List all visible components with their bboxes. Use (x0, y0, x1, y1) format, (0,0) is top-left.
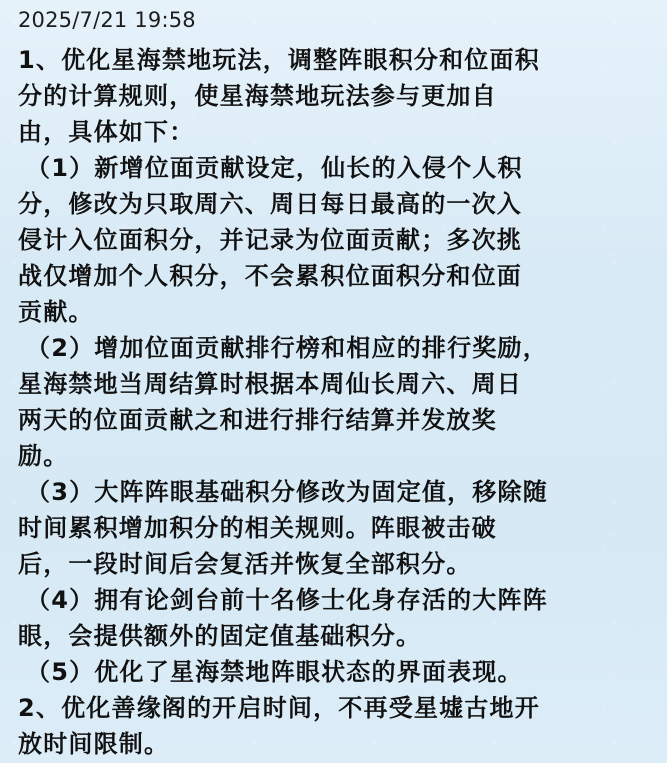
text-line: 侵计入位面积分，并记录为位面贡献；多次挑 (18, 226, 522, 254)
text-line: 由，具体如下： (18, 118, 195, 146)
announcement-body (18, 42, 650, 762)
text-line: 分的计算规则，使星海禁地玩法参与更加自 (18, 82, 497, 110)
timestamp: 2025/7/21 19:58 (18, 8, 196, 32)
text-line: （4）拥有论剑台前十名修士化身存活的大阵阵 (26, 586, 548, 614)
text-line: 后，一段时间后会复活并恢复全部积分。 (18, 550, 472, 578)
text-line: （1）新增位面贡献设定，仙长的入侵个人积 (26, 154, 523, 182)
text-line: 眼，会提供额外的固定值基础积分。 (18, 622, 422, 650)
text-line: （5）优化了星海禁地阵眼状态的界面表现。 (26, 658, 523, 686)
text-line: 两天的位面贡献之和进行排行结算并发放奖 (18, 406, 497, 434)
text-line: 2、优化善缘阁的开启时间，不再受星墟古地开 (18, 694, 540, 722)
text-line: 励。 (18, 442, 69, 470)
text-line: 分，修改为只取周六、周日每日最高的一次入 (18, 190, 522, 218)
text-line: （2）增加位面贡献排行榜和相应的排行奖励， (26, 334, 548, 362)
text-line: 星海禁地当周结算时根据本周仙长周六、周日 (18, 370, 522, 398)
text-line: 放时间限制。 (18, 730, 170, 758)
text-line: 1、优化星海禁地玩法，调整阵眼积分和位面积 (18, 46, 540, 74)
text-line: 战仅增加个人积分，不会累积位面积分和位面 (18, 262, 522, 290)
text-line: （3）大阵阵眼基础积分修改为固定值，移除随 (26, 478, 548, 506)
text-line: 时间累积增加积分的相关规则。阵眼被击破 (18, 514, 497, 542)
text-line: 贡献。 (18, 298, 94, 326)
